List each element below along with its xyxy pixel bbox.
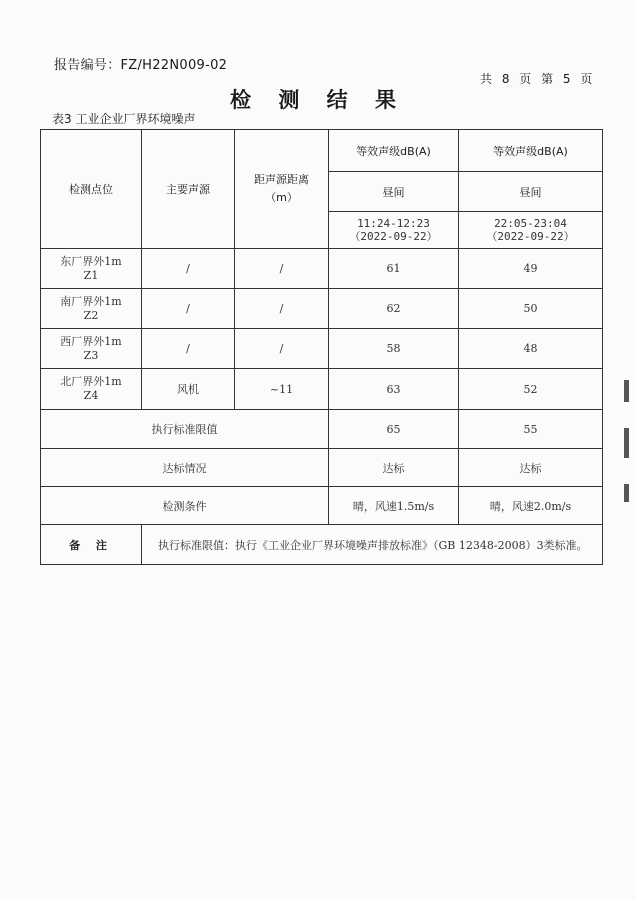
- point-code: Z4: [83, 389, 99, 402]
- header-point: 检测点位: [41, 130, 142, 249]
- point-location: 南厂界外1m: [60, 294, 122, 308]
- row-source: /: [142, 289, 235, 329]
- header-leq-2: 等效声级dB(A): [459, 130, 603, 172]
- header-period-2: 昼间: [459, 172, 603, 212]
- header-time-1: [329, 212, 459, 249]
- table-row: [41, 369, 603, 410]
- noise-results-table: [40, 129, 603, 565]
- row-source: 风机: [142, 369, 235, 410]
- header-time-2: [459, 212, 603, 249]
- standard-value-2: 55: [459, 410, 603, 449]
- table-row: [41, 249, 603, 289]
- row-distance: /: [235, 249, 329, 289]
- row-value-2: 50: [459, 289, 603, 329]
- page-title: 检 测 结 果: [230, 88, 406, 112]
- time-1-date: （2022-09-22）: [349, 230, 438, 243]
- page-info: 共 8 页 第 5 页: [480, 72, 593, 86]
- note-label: 备 注: [41, 525, 142, 565]
- row-value-2: 49: [459, 249, 603, 289]
- row-point: [41, 249, 142, 289]
- row-value-2: 52: [459, 369, 603, 410]
- row-value-1: 58: [329, 329, 459, 369]
- row-source: /: [142, 329, 235, 369]
- row-point: [41, 369, 142, 410]
- row-distance: /: [235, 329, 329, 369]
- header-leq-1: 等效声级dB(A): [329, 130, 459, 172]
- point-location: 西厂界外1m: [60, 334, 122, 348]
- row-distance: /: [235, 289, 329, 329]
- table-caption: 表3 工业企业厂界环境噪声: [52, 112, 196, 126]
- table-row: [41, 289, 603, 329]
- compliance-value-1: 达标: [329, 449, 459, 487]
- condition-value-2: 晴，风速2.0m/s: [459, 487, 603, 525]
- seal-edge-mark: [624, 380, 632, 520]
- row-source: /: [142, 249, 235, 289]
- point-code: Z3: [83, 348, 99, 362]
- row-distance: ~11: [235, 369, 329, 410]
- row-value-1: 62: [329, 289, 459, 329]
- report-number: 报告编号：FZ/H22N009-02: [54, 58, 228, 73]
- header-source: 主要声源: [142, 130, 235, 249]
- time-2-date: （2022-09-22）: [486, 230, 575, 243]
- row-value-2: 48: [459, 329, 603, 369]
- standard-label: 执行标准限值: [41, 410, 329, 449]
- compliance-label: 达标情况: [41, 449, 329, 487]
- header-distance: 距声源距离 （m）: [235, 130, 329, 249]
- row-point: [41, 289, 142, 329]
- standard-value-1: 65: [329, 410, 459, 449]
- condition-label: 检测条件: [41, 487, 329, 525]
- row-point: [41, 329, 142, 369]
- condition-value-1: 晴，风速1.5m/s: [329, 487, 459, 525]
- point-location: 北厂界外1m: [60, 375, 122, 388]
- table-row: [41, 329, 603, 369]
- note-text: 执行标准限值：执行《工业企业厂界环境噪声排放标准》（GB 12348-2008）3类标准。: [142, 525, 603, 565]
- time-2-range: 22:05-23:04: [494, 217, 567, 230]
- time-1-range: 11:24-12:23: [357, 217, 430, 230]
- row-value-1: 63: [329, 369, 459, 410]
- point-code: Z2: [83, 308, 99, 322]
- row-value-1: 61: [329, 249, 459, 289]
- point-location: 东厂界外1m: [60, 254, 122, 268]
- point-code: Z1: [83, 268, 99, 282]
- header-period-1: 昼间: [329, 172, 459, 212]
- compliance-value-2: 达标: [459, 449, 603, 487]
